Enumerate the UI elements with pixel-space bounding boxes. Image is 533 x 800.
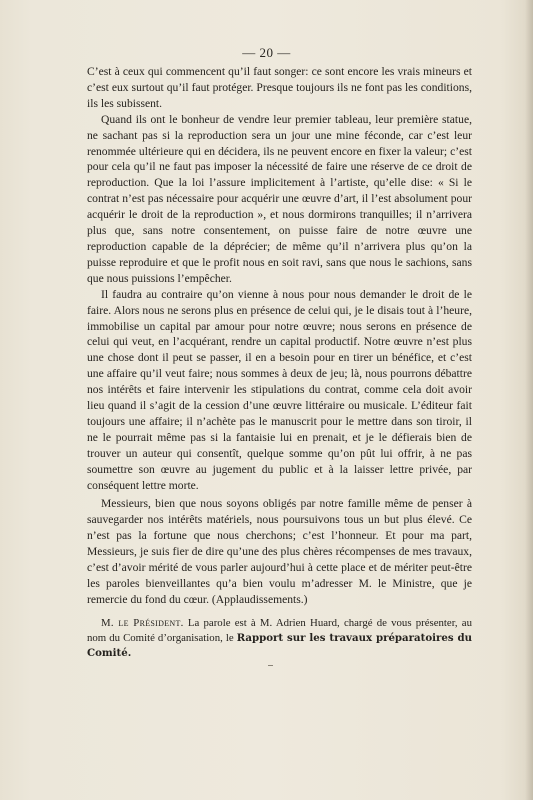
page-number: — 20 — <box>242 45 291 60</box>
page-body <box>87 64 472 672</box>
note-text: La parole est à M. Adrien Huard, chargé de vous présenter, au nom du Comité d’organisation, le <box>87 616 472 644</box>
page-mark <box>268 665 273 666</box>
speaker-label: M. le Président. <box>101 616 184 629</box>
paragraph-4: Messieurs, bien que nous soyons obligés par notre famille même de penser à sauvegarder nos intérêts matériels, nous poursuivons tous un but plus élevé. Ce n’est pas la fortune que nous cherchons; c’est l’honneur. Et pour ma part, Messieurs, je suis fier de dire qu’une des plus chères récompenses de mes travaux, c’est d’avoir mérité de vous parler aujourd’hui à cette place et de mériter peut-être les paroles bienveillantes qu’a bien voulu m’adresser M. le Ministre, que je remercie du fond du cœur. (Applaudissements.) <box>87 497 472 606</box>
president-note <box>87 616 472 661</box>
paragraph-2: Quand ils ont le bonheur de vendre leur premier tableau, leur première statue, ne sachant pas si la reproduction sera un jour une mine féconde, car c’est leur renommée ultérieure qui en décidera, ils ne peuvent encore en fixer la valeur; c’est pour cela qu’il ne faut pas imposer la nécessité de faire une réserve de ce droit de reproduction. Que la loi l’assure implicitement à l’artiste, qu’elle dise: « Si le contrat n’est pas nécessaire pour acquérir une œuvre d’art, il l’est absolument pour acquérir le droit de la reproduction », et nous dormirons tranquilles; il n’arrivera plus que, sans notre consentement, on puisse faire de notre œuvre une reproduction capable de la déprécier; de même qu’il n’arrivera plus qu’on la puisse reproduire et que le profit nous en soit ravi, sans que nous le sachions, sans que nous puissions l’empêcher. <box>87 112 472 285</box>
report-title: Rapport sur les travaux préparatoires du Comité. <box>87 631 472 659</box>
paragraph-3: Il faudra au contraire qu’on vienne à nous pour nous demander le droit de le faire. Alors nous ne serons plus en présence de celui qui, je le disais tout à l’heure, immobilise un capital par amour pour notre œuvre; nous serons en présence de celui qui veut, en l’acquérant, rendre un capital productif. Notre œuvre n’est plus une chose dont il peut se passer, il en a besoin pour en tirer un bénéfice, et c’est une affaire qu’il veut faire; nous sommes à deux de jeu; là, nous pourrons débattre nos intérêts et faire intervenir les stipulations du contrat, comme cela doit avoir lieu quand il s’agit de la cession d’une œuvre littéraire ou musicale. L’éditeur fait toujours une affaire; il n’achète pas le manuscrit pour le mettre dans son tiroir, il ne le pourrait même pas si la fantaisie lui en prenait, et je le défierais bien de trouver un auteur qui consentît, quelque somme qu’on pût lui offrir, à ne pas soumettre son œuvre au jugement du public et à la laisser lettre privée, par conséquent lettre morte. <box>87 287 472 492</box>
paragraph-1: C’est à ceux qui commencent qu’il faut songer: ce sont encore les vrais mineurs et c’est eux surtout qu’il faut protéger. Presque toujours ils ne font pas les conditions, ils les subissent. <box>87 65 472 110</box>
